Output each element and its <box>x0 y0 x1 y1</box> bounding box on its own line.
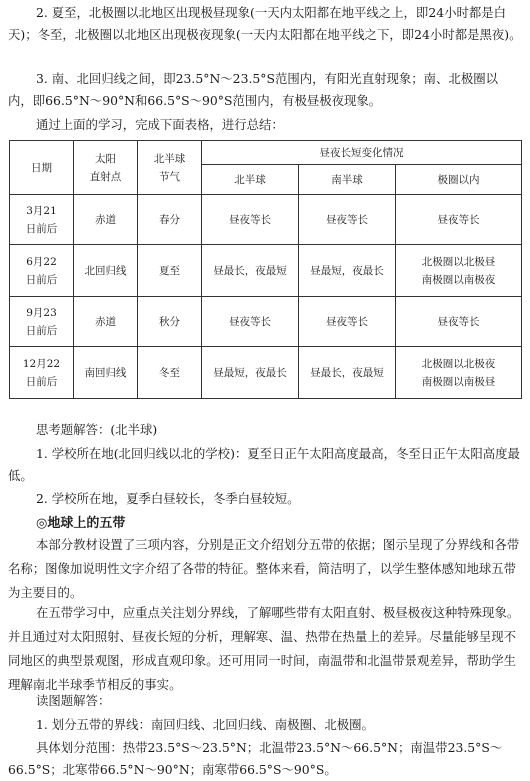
cell-south: 昼最短，夜最长 <box>299 245 396 297</box>
cell-term: 夏至 <box>138 245 202 297</box>
intro-item-3: 3. 南、北回归线之间，即23.5°N～23.5°S范围内，有阳光直射现象；南、北极圈以内，即66.5°N～90°N和66.5°S～90°S范围内，有极昼极夜现象。 <box>8 71 498 108</box>
cell-date-line-2: 日前后 <box>25 273 58 286</box>
cell-polar-line-1: 昼夜等长 <box>437 315 480 328</box>
cell-term: 春分 <box>138 195 202 245</box>
reading-detail: 具体划分范围：热带23.5°S～23.5°N；北温带23.5°N～66.5°N；南温带23.5°S～66.5°S；北寒带66.5°N～90°N；南寒带66.5°S～90°S。 <box>8 740 503 777</box>
section-paragraph-2: 在五带学习中，应重点关注划分界线，了解哪些带有太阳直射、极昼极夜这种特殊现象。并且通过对太阳照射、昼夜长短的分析，理解寒、温、热带在热量上的差异。尽量能够呈现不同地区的典型景观图，形成直观印象。还可用同一时间，南温带和北温带景观差异，帮助学生理解南北半球季节相反的事实。 <box>8 605 520 692</box>
header-south: 南半球 <box>299 165 396 195</box>
think-item-1: 1. 学校所在地(北回归线以北的学校)：夏至日正午太阳高度最高，冬至日正午太阳高度最低。 <box>8 446 520 483</box>
cell-term: 秋分 <box>138 297 202 347</box>
table-lead-text: 通过上面的学习，完成下面表格，进行总结： <box>36 117 284 132</box>
header-polar: 极圈以内 <box>396 165 522 195</box>
cell-date-line-1: 6月22 <box>26 255 57 268</box>
table-header-row <box>10 141 522 165</box>
intro-item-2: 2. 夏至，北极圈以北地区出现极昼现象(一天内太阳都在地平线之上，即24小时都是白天)；冬至，北极圈以北地区出现极夜现象(一天内太阳都在地平线之下，即24小时都是黑夜)。 <box>8 5 522 42</box>
cell-polar-line-2: 南极圈以南极夜 <box>421 273 496 286</box>
cell-south: 昼夜等长 <box>299 195 396 245</box>
cell-polar <box>396 347 522 399</box>
header-term-line-2: 节气 <box>159 170 180 183</box>
reading-item-1: 1. 划分五带的界线：南回归线、北回归线、南极圈、北极圈。 <box>36 717 374 732</box>
header-subsolar-line-1: 太阳 <box>95 152 116 165</box>
reading-title: 读图题解答： <box>36 693 111 708</box>
cell-subsolar: 南回归线 <box>74 347 138 399</box>
cell-date <box>10 195 74 245</box>
header-term <box>138 141 202 195</box>
cell-south: 昼夜等长 <box>299 297 396 347</box>
cell-subsolar: 北回归线 <box>74 245 138 297</box>
cell-polar <box>396 245 522 297</box>
think-title: 思考题解答：(北半球) <box>36 422 158 437</box>
header-group: 昼夜长短变化情况 <box>202 141 522 165</box>
cell-north: 昼夜等长 <box>202 195 299 245</box>
cell-north: 昼最长，夜最短 <box>202 245 299 297</box>
table-row <box>10 297 522 347</box>
header-date: 日期 <box>10 141 74 195</box>
cell-polar-line-1: 北极圈以北极夜 <box>421 357 496 370</box>
cell-date <box>10 347 74 399</box>
cell-date-line-1: 12月22 <box>22 357 61 370</box>
cell-polar <box>396 297 522 347</box>
section-heading: ◎地球上的五带 <box>36 516 126 531</box>
section-paragraph-1: 本部分教材设置了三项内容，分别是正文介绍划分五带的依据；图示呈现了分界线和各带名称；图像加说明性文字介绍了各带的特征。整体来看，简洁明了，以学生整体感知地球五带为主要目的。 <box>8 537 520 600</box>
summary-table <box>9 140 522 399</box>
cell-date-line-2: 日前后 <box>25 222 58 235</box>
cell-polar-line-1: 北极圈以北极昼 <box>421 255 496 268</box>
header-subsolar-line-2: 直射点 <box>89 170 122 183</box>
cell-north: 昼最短，夜最长 <box>202 347 299 399</box>
cell-subsolar: 赤道 <box>74 195 138 245</box>
cell-date <box>10 297 74 347</box>
cell-polar <box>396 195 522 245</box>
cell-term: 冬至 <box>138 347 202 399</box>
cell-polar-line-2: 南极圈以南极昼 <box>421 375 496 388</box>
cell-polar-line-1: 昼夜等长 <box>437 213 480 226</box>
cell-date-line-1: 9月23 <box>26 306 57 319</box>
cell-date-line-2: 日前后 <box>25 324 58 337</box>
header-north: 北半球 <box>202 165 299 195</box>
table-row <box>10 347 522 399</box>
cell-date-line-1: 3月21 <box>26 204 57 217</box>
cell-date-line-2: 日前后 <box>25 375 58 388</box>
think-item-2: 2. 学校所在地，夏季白昼较长，冬季白昼较短。 <box>36 491 300 506</box>
cell-subsolar: 赤道 <box>74 297 138 347</box>
cell-south: 昼最长，夜最短 <box>299 347 396 399</box>
table-row <box>10 245 522 297</box>
table-row <box>10 195 522 245</box>
header-term-line-1: 北半球 <box>153 152 186 165</box>
header-subsolar <box>74 141 138 195</box>
cell-date <box>10 245 74 297</box>
cell-north: 昼夜等长 <box>202 297 299 347</box>
